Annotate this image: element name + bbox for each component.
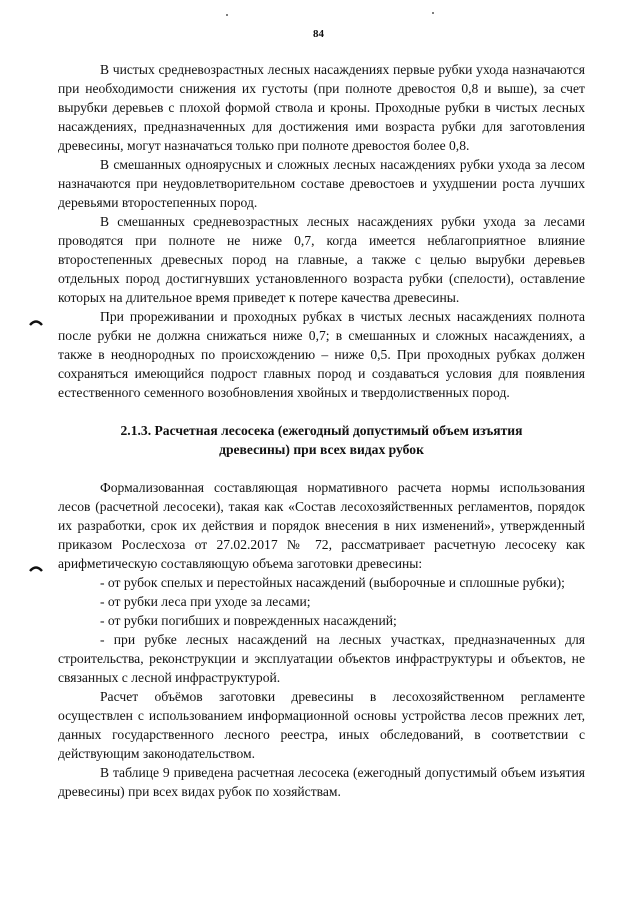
- paragraph: В смешанных одноярусных и сложных лесных насаждениях рубки ухода за лесом назначаются при неудовлетворительном составе древостоев и ухудшении роста лучших деревьями второстепенных пород.: [58, 157, 585, 210]
- extraction-components-list: [58, 573, 585, 687]
- paragraph: В таблице 9 приведена расчетная лесосека (ежегодный допустимый объем изъятия древесины) при всех видах рубок по хозяйствам.: [58, 765, 585, 799]
- section-heading-line: 2.1.3. Расчетная лесосека (ежегодный допустимый объем изъятия: [120, 423, 523, 438]
- paragraph: При прореживании и проходных рубках в чистых лесных насаждениях полнота после рубки не должна снижаться ниже 0,7; в смешанных и сложных насаждениях, а также в неоднородных по происхождению – ниже 0,5. При проходных рубках должен сохраняться имеющийся подрост главных пород и создаваться условия для появления естественного семенного возобновления хвойных и твердолиственных пород.: [58, 309, 585, 400]
- paragraph: Расчет объёмов заготовки древесины в лесохозяйственном регламенте осуществлен с использованием информационной основы устройства лесов прежних лет, данных государственного лесного реестра, иных обследований, в соответствии с действующим законодательством.: [58, 689, 585, 761]
- list-item: - от рубок спелых и перестойных насаждений (выборочные и сплошные рубки);: [100, 575, 565, 590]
- binder-mark-icon: [29, 564, 43, 573]
- list-item: - от рубки леса при уходе за лесами;: [100, 594, 311, 609]
- scan-speck: [432, 12, 434, 14]
- scan-speck: [226, 14, 228, 16]
- list-item: - при рубке лесных насаждений на лесных участках, предназначенных для строительства, реконструкции и эксплуатации объектов инфраструктуры и объектов, не связанных с лесной инфраструктурой.: [58, 632, 585, 685]
- page-number: 84: [313, 28, 324, 40]
- paragraph: Формализованная составляющая нормативного расчета нормы использования лесов (расчетной лесосеки), такая как «Состав лесохозяйственных регламентов, порядок их разработки, срок их действия и порядок внесения в них изменений», утвержденный приказом Рослесхоза от 27.02.2017 № 72, рассматривает расчетную лесосеку как арифметическую составляющую объема заготовки древесины:: [58, 480, 585, 571]
- document-body: [58, 60, 585, 801]
- paragraph: В смешанных средневозрастных лесных насаждениях рубки ухода за лесами проводятся при полноте не ниже 0,7, когда имеется неблагоприятное влияние второстепенных древесных пород на главные, а также с целью вырубки деревьев отдельных пород достигнувших установленного возраста рубки (спелости), оставление которых на длительное время приведет к потере качества древесины.: [58, 214, 585, 305]
- list-item: - от рубки погибших и поврежденных насаждений;: [100, 613, 397, 628]
- section-heading: [58, 421, 585, 459]
- paragraph: В чистых средневозрастных лесных насаждениях первые рубки ухода назначаются при необходимости снижения их густоты (при полноте древостоя 0,8 и выше), за счет вырубки деревьев с плохой формой ствола и кроны. Проходные рубки в чистых лесных насаждениях, предназначенных для достижения ими возраста рубки для заготовления древесины, могут назначаться только при полноте древостоя более 0,8.: [58, 62, 585, 153]
- section-heading-line: древесины) при всех видах рубок: [219, 442, 424, 457]
- binder-mark-icon: [29, 318, 43, 327]
